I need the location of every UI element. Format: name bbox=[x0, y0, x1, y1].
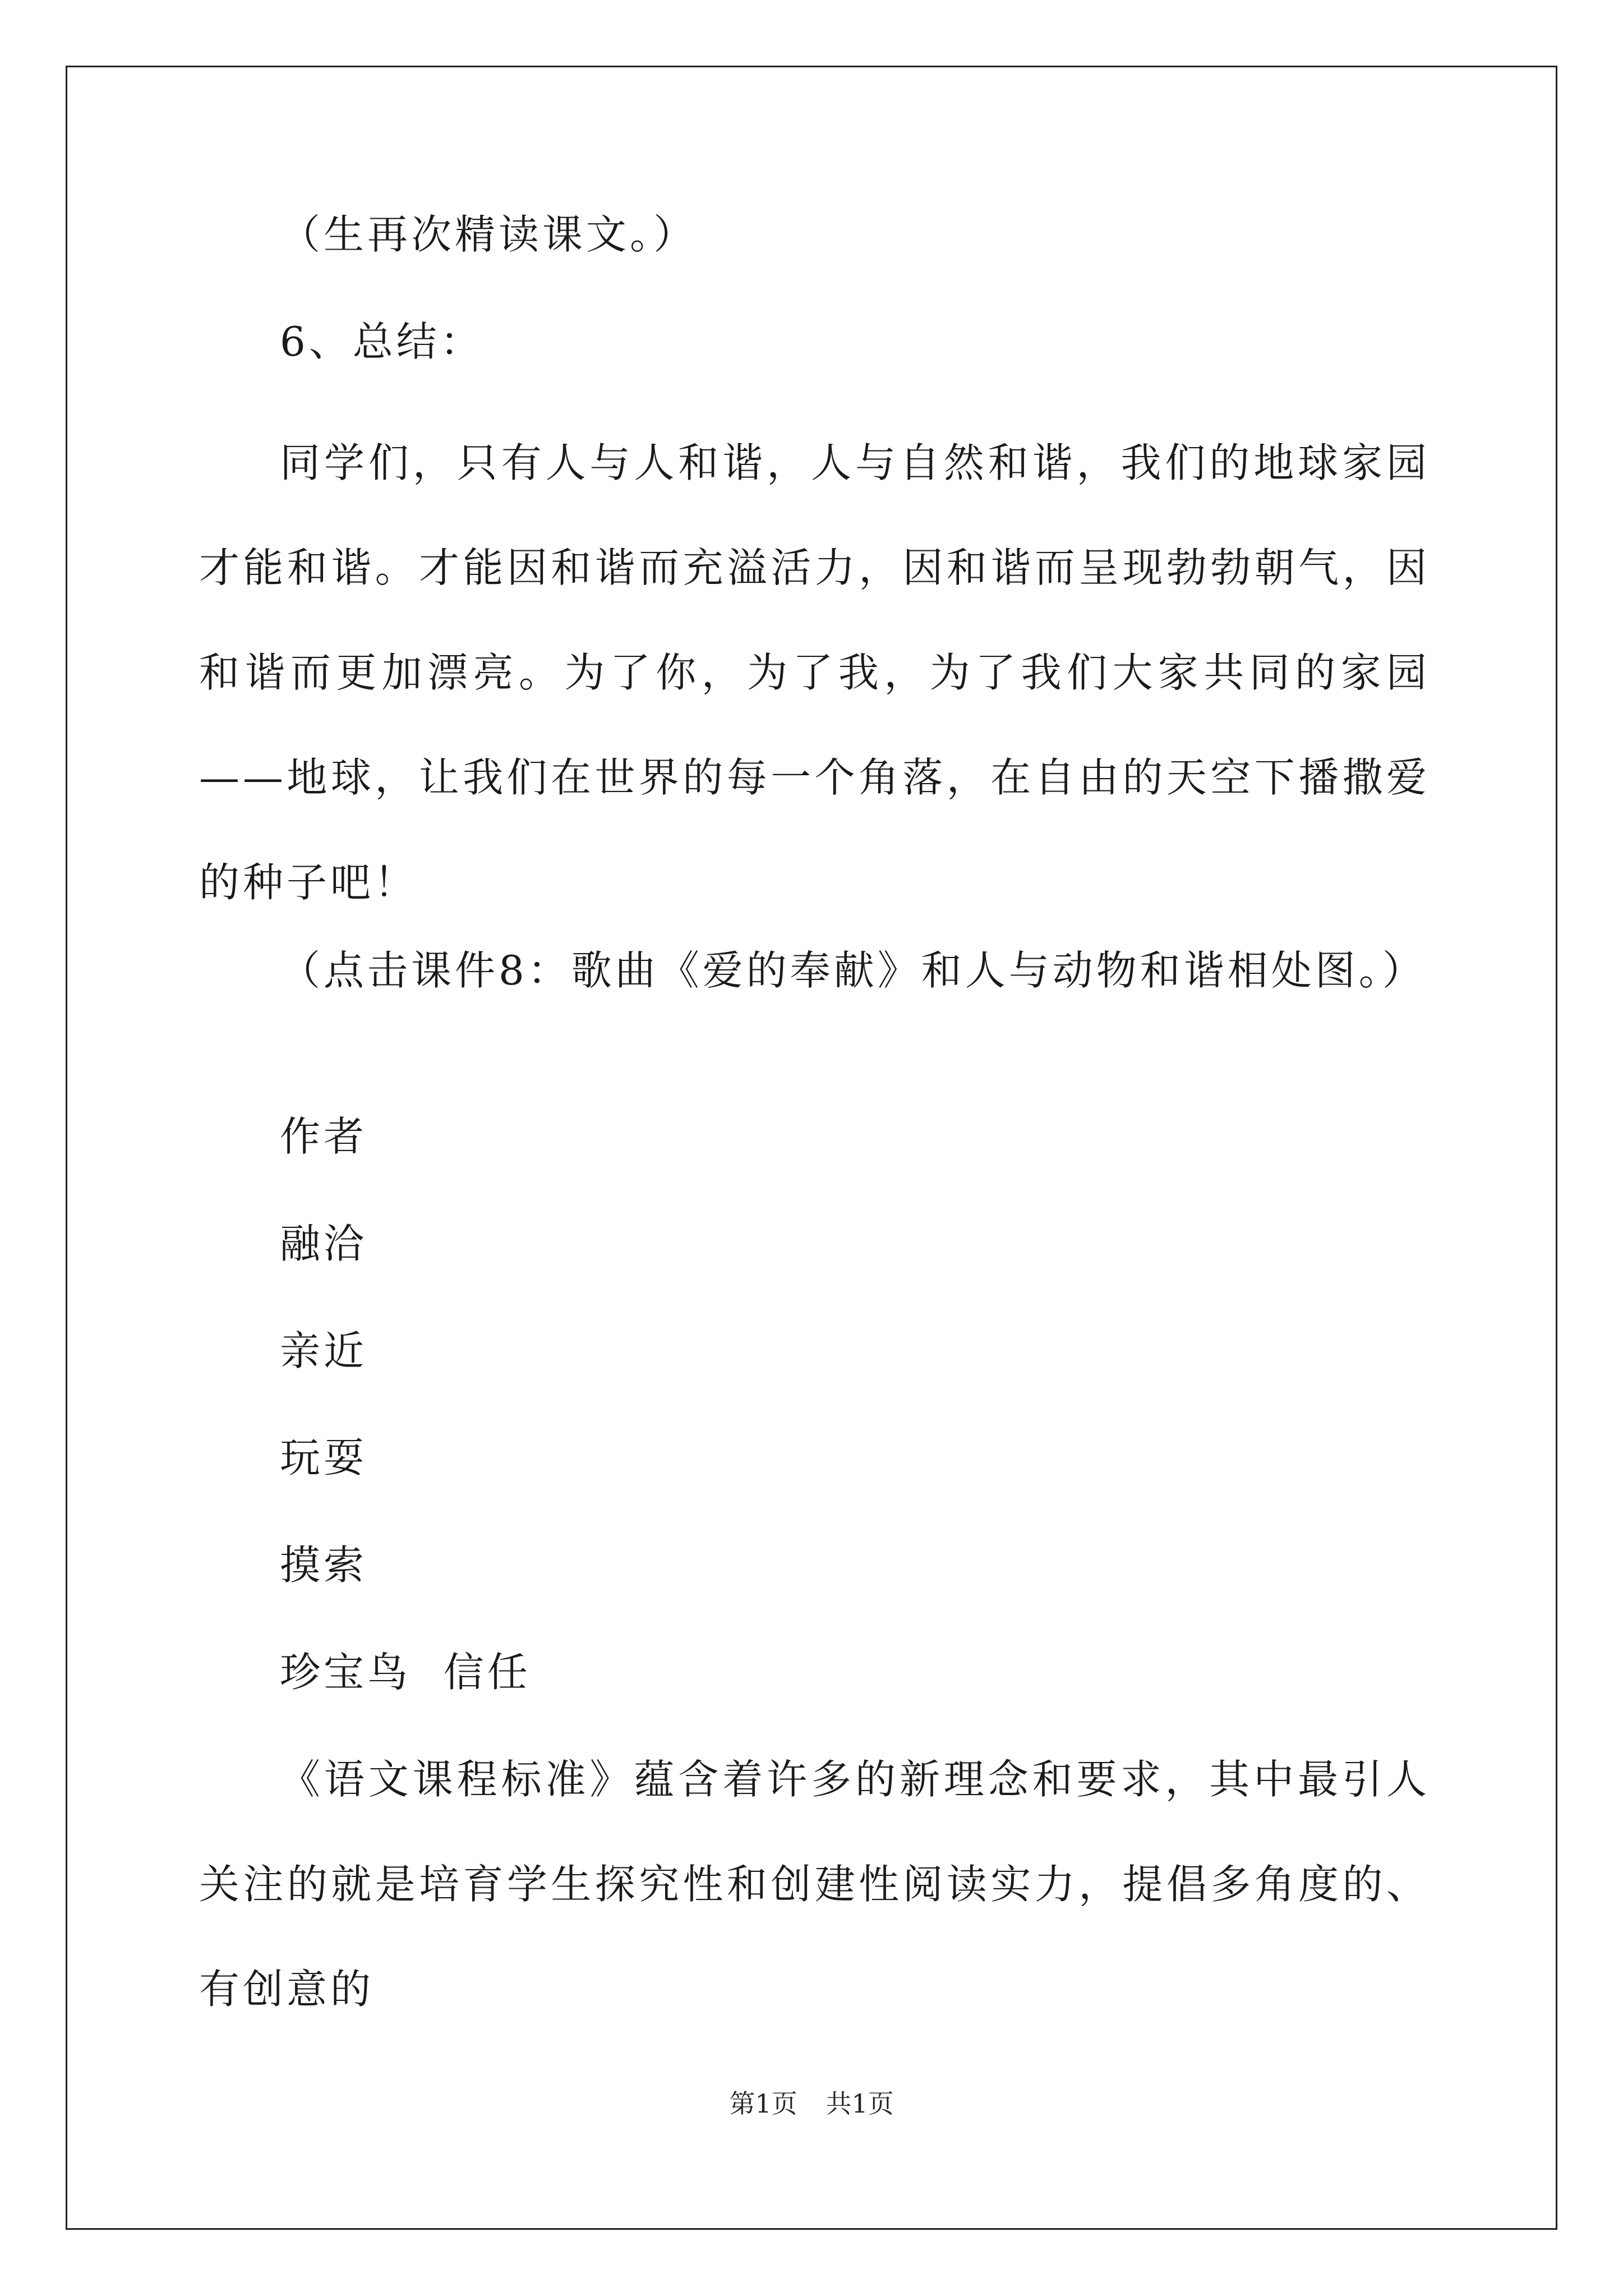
vocabulary-word: 玩耍 bbox=[280, 1434, 368, 1481]
paragraph-summary-text: 同学们，只有人与人和谐，人与自然和谐，我们的地球家园才能和谐。才能因和谐而充溢活力，因和谐而呈现勃勃朝气，因和谐而更加漂亮。为了你，为了我，为了我们大家共同的家园——地球，让我们在世界的每一个角落，在自由的天空下播撒爱的种子吧！ bbox=[199, 439, 1430, 906]
vocabulary-word: 珍宝鸟 信任 bbox=[280, 1649, 531, 1696]
paragraph-reread-note: （生再次精读课文。） bbox=[280, 211, 698, 258]
page-total: 共1页 bbox=[826, 2088, 894, 2119]
paragraph-summary-heading: 6、总结： bbox=[280, 318, 484, 365]
vocabulary-word: 融洽 bbox=[280, 1220, 368, 1267]
document-body bbox=[199, 208, 1430, 2070]
vocabulary-word: 作者 bbox=[280, 1113, 368, 1160]
page-number: 第1页 bbox=[729, 2088, 797, 2119]
vocabulary-list bbox=[280, 1110, 1430, 1699]
vocabulary-word: 亲近 bbox=[280, 1327, 368, 1374]
page-footer bbox=[0, 2088, 1623, 2119]
paragraph-courseware-note: （点击课件8：歌曲《爱的奉献》和人与动物和谐相处图。） bbox=[280, 947, 1426, 994]
paragraph-curriculum-standard: 《语文课程标准》蕴含着许多的新理念和要求，其中最引人关注的就是培育学生探究性和创建性阅读实力，提倡多角度的、有创意的 bbox=[199, 1756, 1430, 2013]
vocabulary-word: 摸索 bbox=[280, 1542, 368, 1589]
